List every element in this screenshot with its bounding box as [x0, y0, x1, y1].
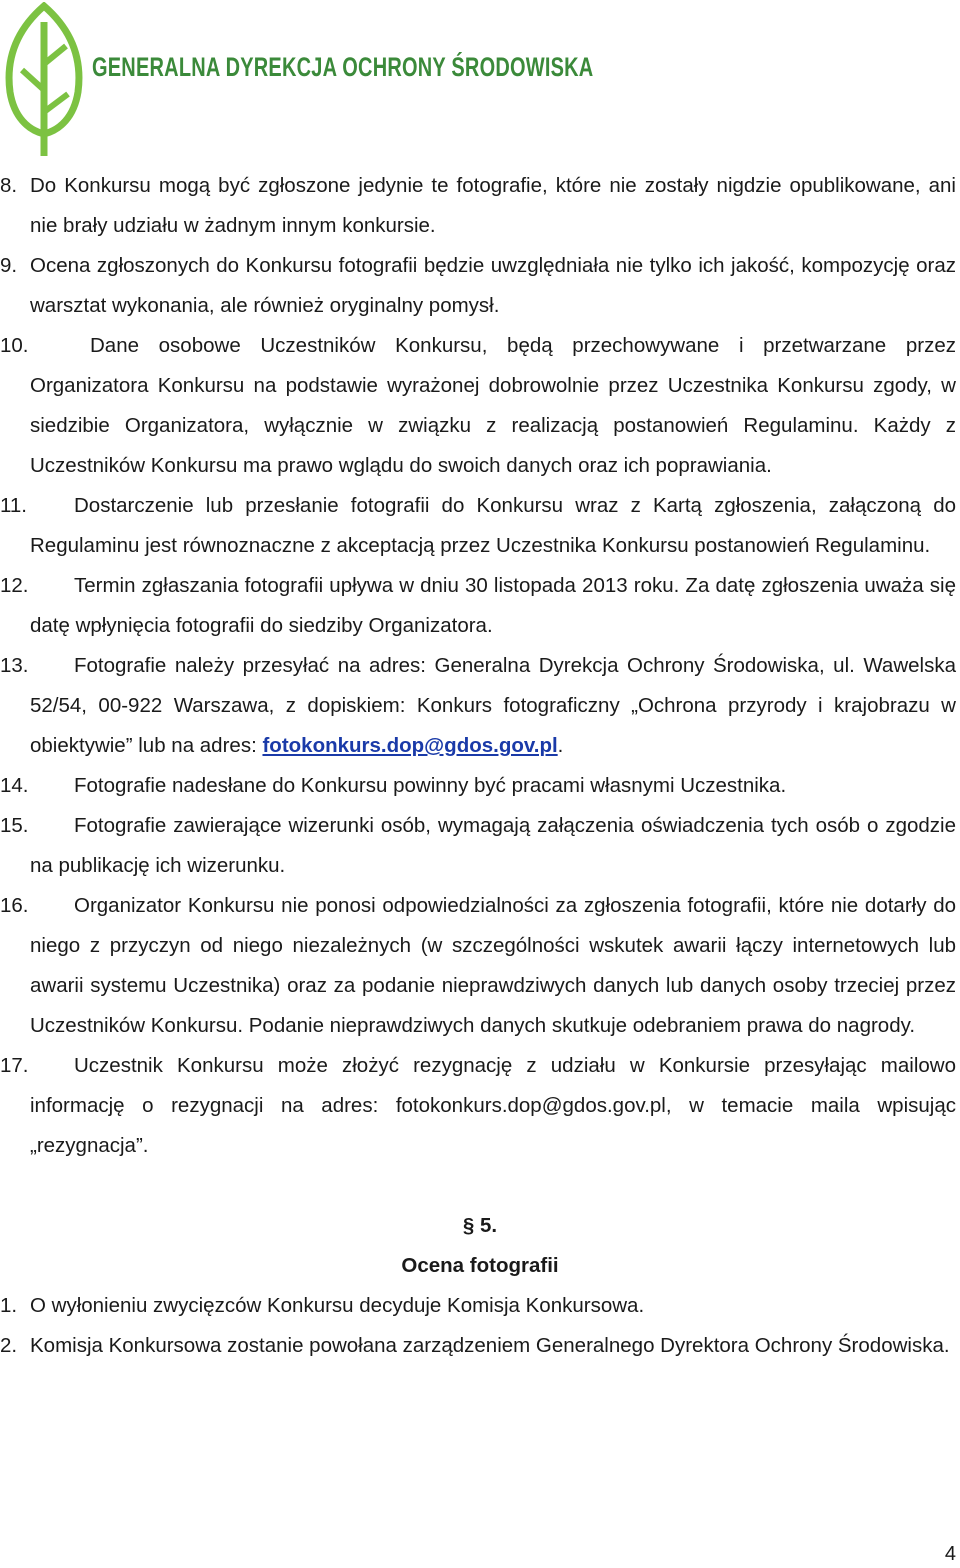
email-link[interactable]: fotokonkurs.dop@gdos.gov.pl	[262, 734, 558, 757]
item-text-tail: .	[557, 734, 564, 757]
item-text: Organizator Konkursu nie ponosi odpowiedzialności za zgłoszenia fotografii, które nie dotarły do niego z przyczyn od niego niezależnych (w szczególności wskutek awarii łączy internetowych lub awarii systemu Uczestnika) oraz za podanie nieprawdziwych danych lub danych osoby trzeciej przez Uczestników Konkursu. Podanie nieprawdziwych danych skutkuje odebraniem prawa do nagrody.	[30, 894, 956, 1037]
list-item	[0, 886, 960, 1046]
item-number: 14.	[0, 774, 29, 797]
item-number: 17.	[0, 1054, 29, 1077]
item-text: Fotografie nadesłane do Konkursu powinny być pracami własnymi Uczestnika.	[74, 774, 787, 797]
document-header	[0, 0, 960, 160]
list-item	[0, 646, 960, 766]
item-text: O wyłonieniu zwycięzców Konkursu decyduje Komisja Konkursowa.	[30, 1294, 645, 1317]
item-number: 2.	[0, 1334, 18, 1357]
section-symbol: § 5.	[462, 1214, 498, 1237]
item-text: Komisja Konkursowa zostanie powołana zarządzeniem Generalnego Dyrektora Ochrony Środowiska.	[30, 1334, 950, 1357]
list-item	[0, 1286, 960, 1326]
item-text: Dane osobowe Uczestników Konkursu, będą przechowywane i przetwarzane przez Organizatora Konkursu na podstawie wyrażonej dobrowolnie przez Uczestnika Konkursu zgody, w siedzibie Organizatora, wyłącznie w związku z realizacją postanowień Regulaminu. Każdy z Uczestników Konkursu ma prawo wglądu do swoich danych oraz ich poprawiania.	[30, 334, 956, 477]
item-number: 10.	[0, 334, 29, 357]
item-text: Ocena zgłoszonych do Konkursu fotografii będzie uwzględniała nie tylko ich jakość, kompozycję oraz warsztat wykonania, ale również oryginalny pomysł.	[30, 254, 956, 317]
list-item	[0, 166, 960, 246]
item-number: 12.	[0, 574, 29, 597]
item-number: 8.	[0, 174, 18, 197]
item-text: Fotografie zawierające wizerunki osób, wymagają załączenia oświadczenia tych osób o zgodzie na publikację ich wizerunku.	[30, 814, 956, 877]
list-item	[0, 766, 960, 806]
list-item	[0, 1046, 960, 1166]
item-number: 9.	[0, 254, 18, 277]
list-item	[0, 1326, 960, 1366]
page-number: 4	[944, 1543, 956, 1565]
leaf-logo-icon	[4, 2, 84, 158]
section-title: Ocena fotografii	[401, 1254, 559, 1277]
item-number: 15.	[0, 814, 29, 837]
item-text: Termin zgłaszania fotografii upływa w dniu 30 listopada 2013 roku. Za datę zgłoszenia uważa się datę wpłynięcia fotografii do siedziby Organizatora.	[30, 574, 956, 637]
item-number: 13.	[0, 654, 29, 677]
document-body	[0, 166, 960, 1366]
list-item	[0, 806, 960, 886]
item-text: Uczestnik Konkursu może złożyć rezygnację z udziału w Konkursie przesyłając mailowo informację o rezygnacji na adres: fotokonkurs.dop@gdos.gov.pl, w temacie maila wpisując „rezygnacja”.	[30, 1054, 956, 1157]
list-item	[0, 486, 960, 566]
item-number: 11.	[0, 494, 27, 517]
item-number: 1.	[0, 1294, 18, 1317]
list-item	[0, 326, 960, 486]
list-item	[0, 246, 960, 326]
item-text	[30, 646, 956, 766]
list-item	[0, 566, 960, 646]
item-number: 16.	[0, 894, 29, 917]
item-text-body: Fotografie należy przesyłać na adres: Generalna Dyrekcja Ochrony Środowiska, ul. Wawelska 52/54, 00-922 Warszawa, z dopiskiem: Konkurs fotograficzny „Ochrona przyrody i krajobrazu w obiektywie” lub na adres:	[30, 654, 956, 757]
item-text: Do Konkursu mogą być zgłoszone jedynie te fotografie, które nie zostały nigdzie opublikowane, ani nie brały udziału w żadnym innym konkursie.	[30, 174, 956, 237]
organization-name: GENERALNA DYREKCJA OCHRONY ŚRODOWISKA	[92, 52, 594, 82]
item-text: Dostarczenie lub przesłanie fotografii do Konkursu wraz z Kartą zgłoszenia, załączoną do Regulaminu jest równoznaczne z akceptacją przez Uczestnika Konkursu postanowień Regulaminu.	[30, 494, 956, 557]
